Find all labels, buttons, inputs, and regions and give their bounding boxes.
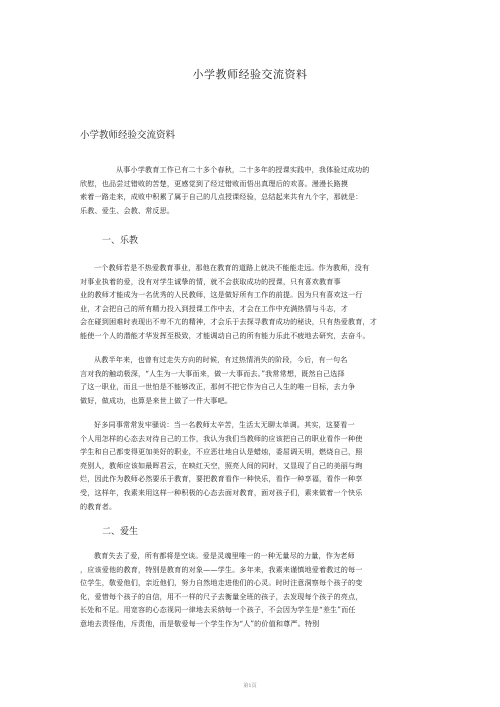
text-line: 业，才会把自己的所有精力投入到授课工作中去，才会在工作中充满热情与斗志，才 xyxy=(80,303,349,313)
text-line: 教育失去了爱，所有都将是空谈。爱是灵魂里唯一的一种无量尽的力量，作为老师 xyxy=(94,551,355,560)
text-line: 化，爱惜每个孩子的自信，用不一样的尺子去衡量全班的孩子，去发现每个孩子的亮点， xyxy=(80,591,363,601)
text-line: 长处和不足。用宽容的心态视同一律地去采纳每一个孩子，不会因为学生是“差生”而任 xyxy=(80,605,356,615)
text-line: 业的教师才能成为一名优秀的人民教师，这是做好所有工作的前提。因为只有喜欢这一行 xyxy=(80,290,363,300)
text-line: 做好，做成功，也算是来世上做了一件大事吧。 xyxy=(80,395,233,405)
section-heading-1: 一、乐教 xyxy=(102,236,139,246)
text-line: 一个教师若是不热爱教育事业，那他在教育的道路上就决不能能走远。作为教师，没有 xyxy=(94,263,370,272)
text-line: 索着一路走来，成败中积累了属于自己的几点授课经验，总结起来共有九个字，那就是： xyxy=(80,192,363,202)
document-title: 小学教师经验交流资料 xyxy=(192,68,308,81)
text-line: 的教育者。 xyxy=(80,501,117,511)
section1-paragraph-2 xyxy=(80,353,420,407)
text-line: 了这一职业，而且一世怕是不能够改正，那何不把它作为自己人生的唯一目标，去力争 xyxy=(80,382,356,392)
text-line: 烂，因此作为教师必然要乐于教育，要把教育看作一种快乐，看作一种享福，看作一种享 xyxy=(80,474,363,484)
text-line: 位学生，敬爱他们，亲近他们，努力自然地走进他们的心灵。时时注意洞察每个孩子的变 xyxy=(80,578,363,588)
text-line: 言对我的触动极深，“人生为一大事而来，做一大事而去。”我常常想，既然自己选择 xyxy=(80,368,345,378)
text-line: 乐教、爱生、会教、常反思。 xyxy=(80,205,175,215)
text-line: 意地去责怪他，斥责他，而是敬爱每一个学生作为“人”的价值和尊严。特别 xyxy=(80,618,320,628)
text-line: 学生和自己都变得更加美好的职业，不应恶壮地自认是蜡烛，委屈调天明，燃烧自己，照 xyxy=(80,447,363,457)
text-line: 好多同事常常发牢骚说：当一名教师太辛苦，生活太无聊太单调。其实，这要看一 xyxy=(94,420,355,429)
text-line: 个人用怎样的心态去对待自己的工作，我认为我们当教师的应该把自己的职业看作一种使 xyxy=(80,433,363,443)
text-line: 从教半年来，也曾有过走失方向的时候，有过热情消失的阶段，今后，有一句名 xyxy=(94,355,348,364)
document-subtitle: 小学教师经验交流资料 xyxy=(80,130,176,141)
text-line: 对事业执着的爱，没有对学生诚挚的情，就不会获取成功的授课，只有喜欢教育事 xyxy=(80,276,341,286)
text-line: 欣慰，也品尝过错败的苦楚，更感觉到了经过错败而悟出真理后的欢喜。漫漫长路摸 xyxy=(80,178,349,188)
text-line: ，应该爱他的教育，特别是教育的对象——学生。多年来，我素来谨慎地爱着教过的每一 xyxy=(80,564,363,574)
text-line: 能使一个人的潜能才华发挥至极致，才能调动自己的所有能力乐此不疲地去研究，去奋斗。 xyxy=(80,330,370,340)
text-line: 受，这样年，我素来用这样一种积极的心态去面对教育，面对孩子们，素来做着一个快乐 xyxy=(80,487,363,497)
text-line: 会在碰到困难时表现出不卑不亢的精神，才会乐于去探寻教育成功的秘诀，只有热爱教育，才 xyxy=(80,317,377,327)
intro-paragraph xyxy=(80,163,420,217)
section1-paragraph-1 xyxy=(80,261,420,343)
section1-paragraph-3 xyxy=(80,418,420,513)
page-number: 第1页 xyxy=(243,683,257,689)
text-line: 从事小学教育工作已有二十多个春秋，二十多年的授课实践中，我体验过成功的 xyxy=(116,165,370,174)
section-heading-2: 二、爱生 xyxy=(102,527,139,537)
section2-paragraph-1 xyxy=(80,549,420,631)
text-line: 亮别人，教师应该如最晖君云，在映红天空，照亮人间的同时，又显现了自己的美丽与绚 xyxy=(80,460,363,470)
